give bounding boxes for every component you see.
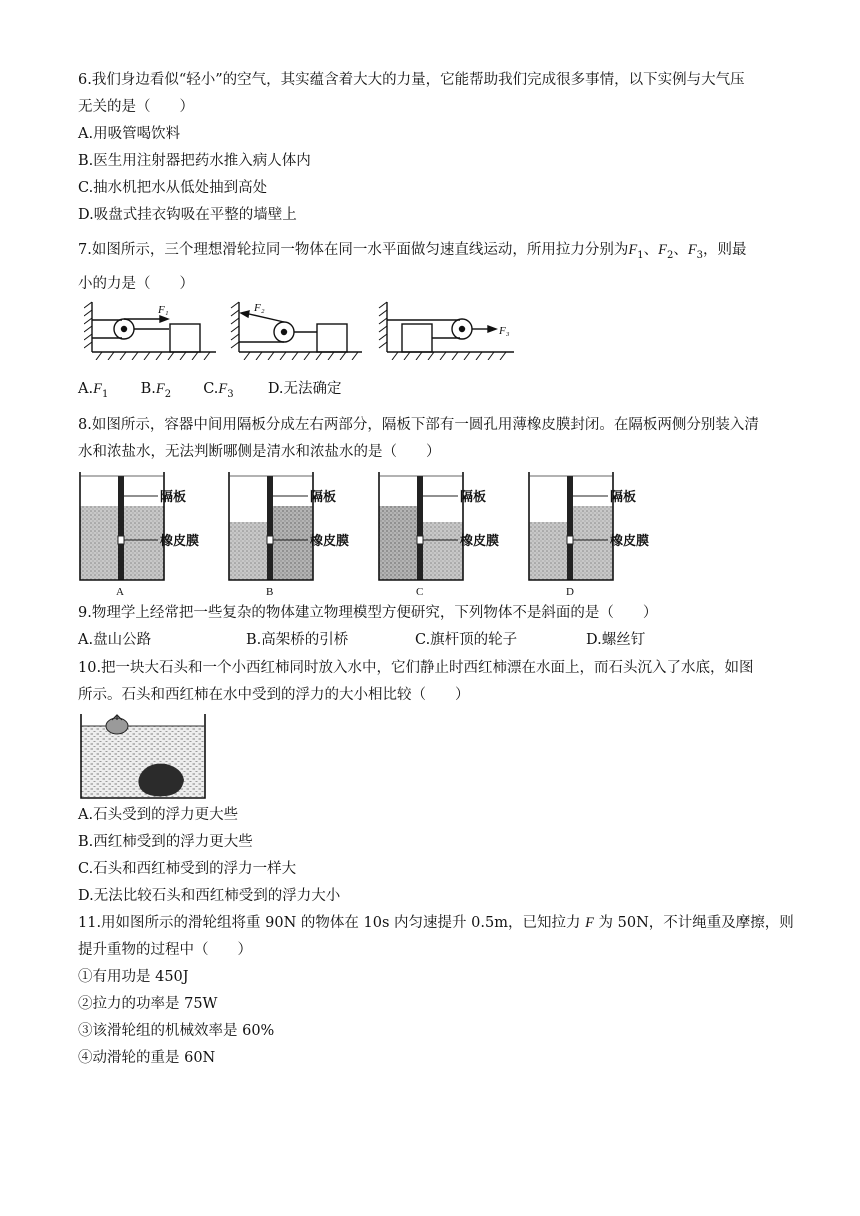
q11-var-f: F	[585, 915, 594, 931]
q7-option-c	[203, 379, 263, 405]
q7-sub-1: 1	[637, 249, 644, 261]
q10-option-d: D.无法比较石头和西红柿受到的浮力大小	[78, 888, 341, 904]
q8-fig-letter-d: D	[566, 586, 574, 598]
q7-option-a-sub: 1	[101, 388, 109, 400]
q8-label-membrane-b: 橡皮膜	[310, 534, 350, 549]
q10-option-a: A.石头受到的浮力更大些	[78, 807, 239, 823]
q7-sub-2: 2	[666, 249, 674, 261]
q7-option-b-prefix: B.	[140, 381, 156, 397]
q10-water-figure	[78, 712, 210, 802]
q6-option-b: B.医生用注射器把药水推入病人体内	[78, 153, 311, 169]
q9-option-d: D.螺丝钉	[586, 632, 646, 648]
q6-option-c: C.抽水机把水从低处抽到高处	[78, 180, 268, 196]
q7-option-b-sub: 2	[164, 388, 172, 400]
q11-item-1: ①有用功是 450J	[78, 969, 189, 985]
q7-stem-text: 7.如图所示，三个理想滑轮拉同一物体在同一水平面做匀速直线运动，所用拉力分别为	[78, 242, 629, 258]
q6-stem-line1: 6.我们身边看似“轻小”的空气，其实蕴含着大大的力量，它能帮助我们完成很多事情，以下实例与大气压	[78, 72, 745, 88]
q8-stem-line1: 8.如图所示，容器中间用隔板分成左右两部分，隔板下部有一圆孔用薄橡皮膜封闭。在隔板两侧分别装入清	[78, 417, 759, 433]
q9-options	[78, 630, 645, 650]
q6-option-d: D.吸盘式挂衣钩吸在平整的墙壁上	[78, 207, 297, 223]
q7-option-d: D.无法确定	[267, 381, 342, 397]
q7-sep: 、	[673, 242, 688, 258]
q7-sub-3: 3	[696, 249, 704, 261]
q7-option-c-sub: 3	[227, 388, 234, 400]
q10-option-b: B.西红柿受到的浮力更大些	[78, 834, 253, 850]
q8-label-board-d: 隔板	[610, 490, 637, 505]
q6-stem-line2: 无关的是（ ）	[78, 99, 194, 115]
q7-option-c-prefix: C.	[203, 381, 219, 397]
q7-fig-label-f3: F₃	[499, 325, 510, 337]
q7-var-f3: F	[687, 242, 697, 258]
q7-option-b-var: F	[155, 381, 165, 397]
q8-container-c	[379, 472, 463, 580]
q9-stem: 9.物理学上经常把一些复杂的物体建立物理模型方便研究，下列物体不是斜面的是（ ）	[78, 605, 658, 621]
q7-pulley-figures	[84, 300, 524, 360]
q7-option-a-var: F	[93, 381, 102, 397]
q10-option-c: C.石头和西红柿受到的浮力一样大	[78, 861, 297, 877]
q11-stem-text: 11.用如图所示的滑轮组将重 90N 的物体在 10s 内匀速提升 0.5m，已知拉力	[78, 915, 586, 931]
q8-label-board-a: 隔板	[160, 490, 187, 505]
q8-label-board-b: 隔板	[310, 490, 337, 505]
q6-option-a: A.用吸管喝饮料	[78, 126, 181, 142]
q11-stem-line1	[78, 913, 794, 933]
q7-stem-line1	[78, 240, 747, 266]
q11-stem-text-end: 为 50N，不计绳重及摩擦，则	[593, 915, 794, 931]
q7-var-f1: F	[628, 242, 638, 258]
q8-container-figures	[78, 470, 678, 600]
q8-label-membrane-a: 橡皮膜	[160, 534, 200, 549]
q7-option-a	[78, 379, 136, 405]
q8-fig-letter-c: C	[416, 586, 424, 598]
q9-option-c: C.旗杆顶的轮子	[415, 632, 518, 648]
q11-stem-line2: 提升重物的过程中（ ）	[78, 942, 252, 958]
q9-option-a: A.盘山公路	[78, 632, 152, 648]
q7-sep: 、	[643, 242, 659, 258]
q8-container-b	[229, 472, 313, 580]
q11-item-3: ③该滑轮组的机械效率是 60%	[78, 1023, 275, 1039]
q7-option-c-var: F	[218, 381, 228, 397]
q7-options	[78, 379, 342, 405]
q9-option-b: B.高架桥的引桥	[246, 632, 349, 648]
q8-label-board-c: 隔板	[460, 490, 487, 505]
q11-item-2: ②拉力的功率是 75W	[78, 996, 218, 1012]
q8-fig-letter-b: B	[266, 586, 274, 598]
q7-fig-label-f1: F₁	[158, 304, 169, 316]
q7-stem-line2: 小的力是（ ）	[78, 276, 194, 292]
q8-container-d	[529, 472, 613, 580]
q10-stem-line1: 10.把一块大石头和一个小西红柿同时放入水中，它们静止时西红柿漂在水面上，而石头沉入了水底，如图	[78, 660, 754, 676]
q8-stem-line2: 水和浓盐水，无法判断哪侧是清水和浓盐水的是（ ）	[78, 444, 441, 460]
q8-label-membrane-c: 橡皮膜	[460, 534, 500, 549]
q7-fig-label-f2: F₂	[254, 302, 265, 314]
q8-label-membrane-d: 橡皮膜	[610, 534, 650, 549]
q7-var-f2: F	[658, 242, 667, 258]
q7-option-a-prefix: A.	[78, 381, 94, 397]
q7-stem-text-end: ，则最	[703, 242, 747, 258]
q8-container-a	[80, 472, 164, 580]
q10-stem-line2: 所示。石头和西红柿在水中受到的浮力的大小相比较（ ）	[78, 687, 470, 703]
q11-item-4: ④动滑轮的重是 60N	[78, 1050, 216, 1066]
q7-option-b	[141, 379, 199, 405]
q8-fig-letter-a: A	[116, 586, 124, 598]
